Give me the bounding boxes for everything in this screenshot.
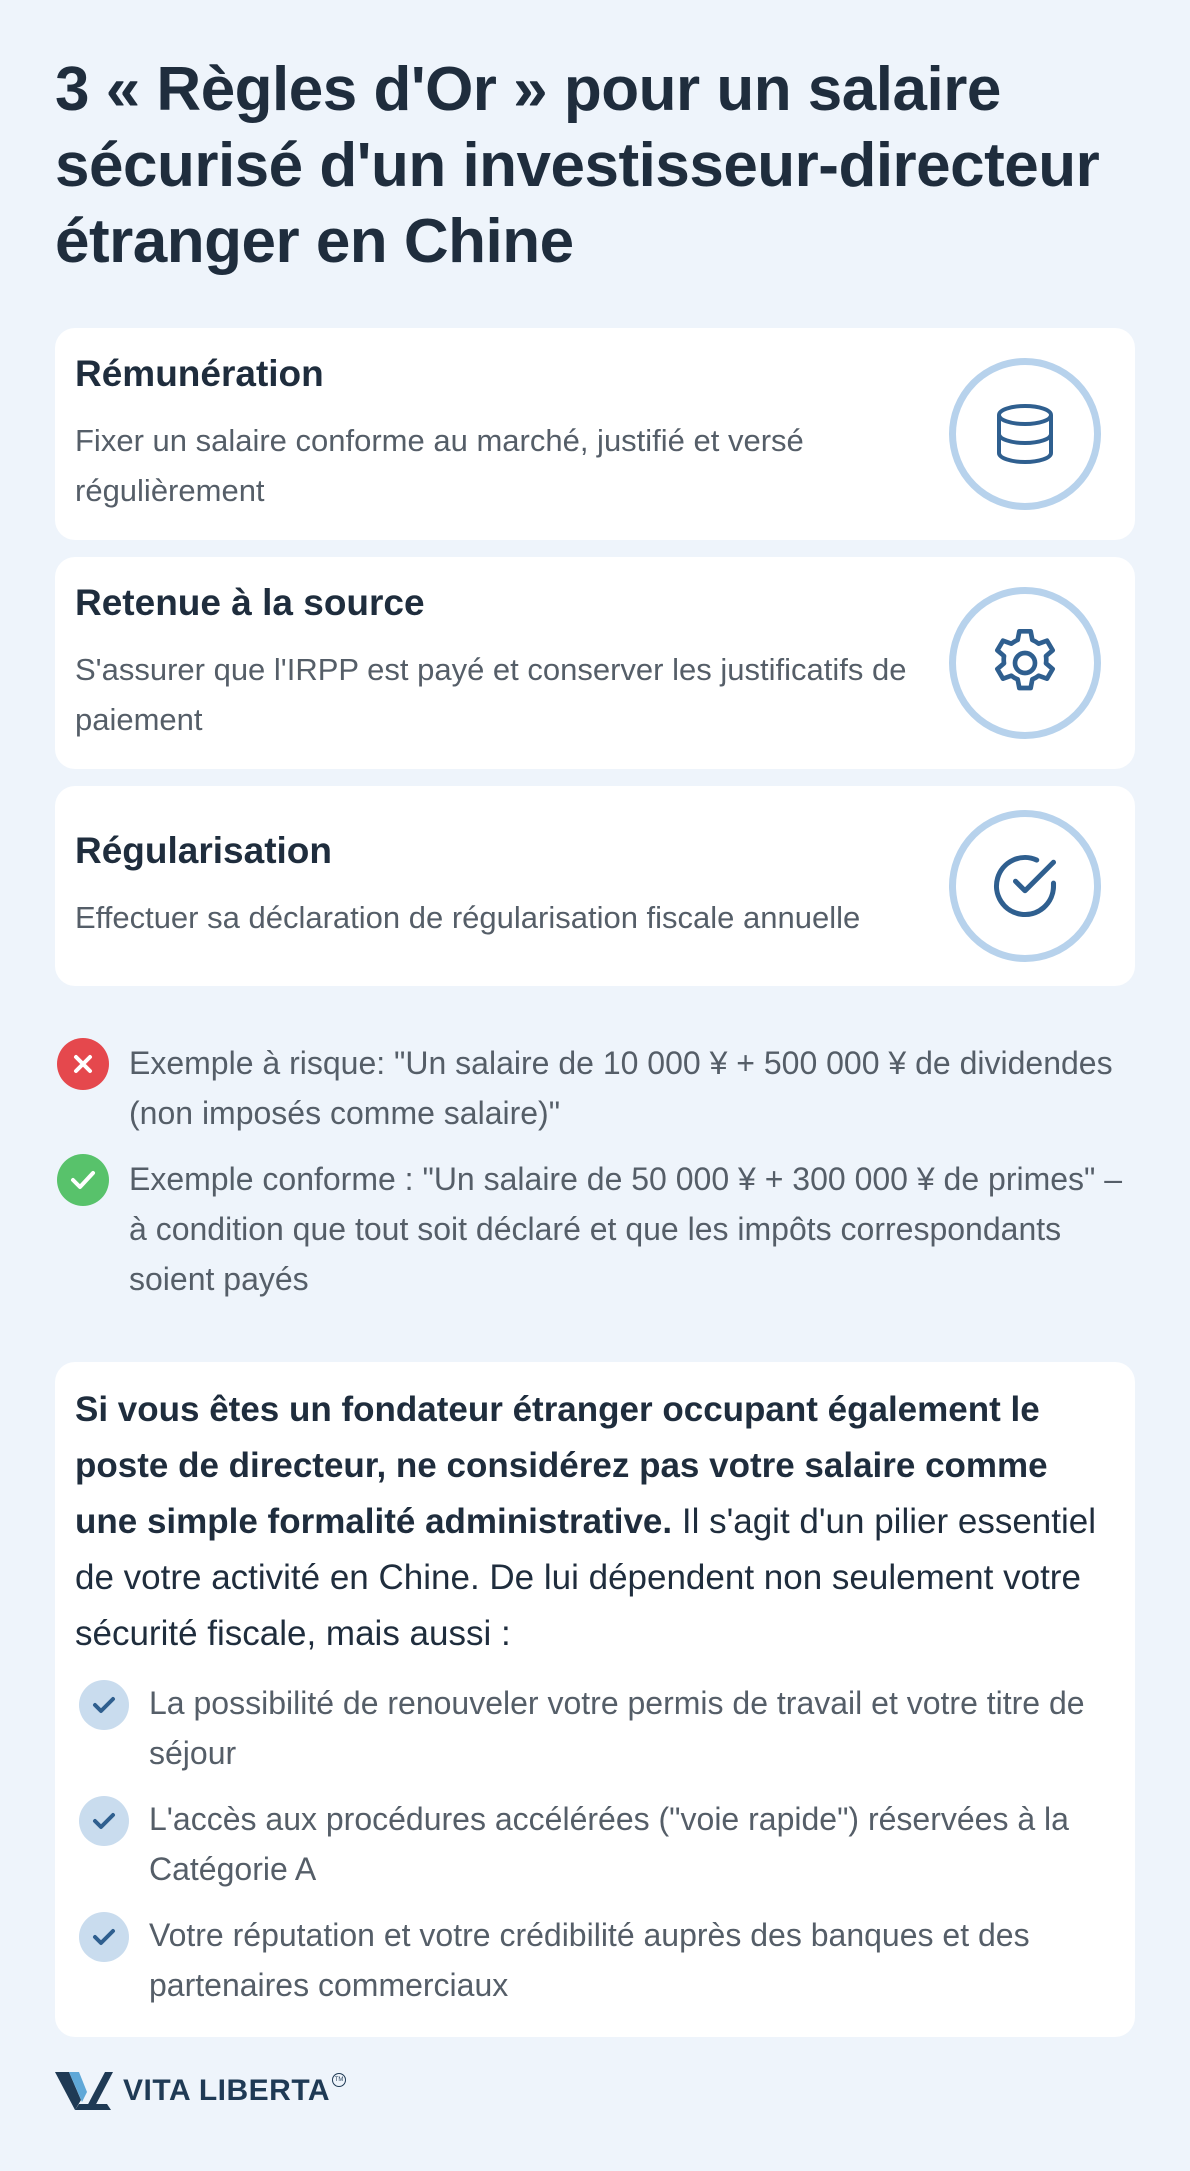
check-badge-icon (79, 1912, 129, 1962)
gear-icon (949, 587, 1101, 739)
trademark-mark: TM (332, 2073, 346, 2087)
rule-card-withholding (55, 557, 1135, 769)
note-text: Il s'agit d'un pilier essentiel de votre activité en Chine. De lui dépendent non seulement votre sécurité fiscale, mais aussi : (75, 1502, 1096, 1653)
rule-description: Effectuer sa déclaration de régularisation fiscale annuelle (75, 900, 861, 935)
list-item (75, 1794, 1113, 1894)
rules-list (55, 328, 1135, 986)
brand-logo (55, 2070, 346, 2112)
note-paragraph (75, 1382, 1113, 1662)
bullet-text: La possibilité de renouveler votre permis de travail et votre titre de séjour (149, 1685, 1085, 1771)
database-icon (949, 358, 1101, 510)
rule-title: Retenue à la source (75, 582, 425, 623)
rule-title: Régularisation (75, 830, 332, 871)
rule-card-remuneration (55, 328, 1135, 540)
page-title: 3 « Règles d'Or » pour un salaire sécurisé d'un investisseur-directeur étranger en Chine (55, 55, 1100, 276)
example-text: Exemple conforme : "Un salaire de 50 000 ¥ + 300 000 ¥ de primes" – à condition que tout soit déclaré et que les impôts correspondants soient payés (129, 1161, 1123, 1297)
check-circle-icon (949, 810, 1101, 962)
rule-title: Rémunération (75, 353, 324, 394)
note-bullets (75, 1678, 1113, 2010)
rule-description: Fixer un salaire conforme au marché, justifié et versé régulièrement (75, 423, 804, 508)
rule-description: S'assurer que l'IRPP est payé et conserver les justificatifs de paiement (75, 652, 907, 737)
logo-mark-icon (55, 2070, 113, 2112)
list-item (75, 1678, 1113, 1778)
check-badge-icon (79, 1796, 129, 1846)
example-text: Exemple à risque: "Un salaire de 10 000 ¥ + 500 000 ¥ de dividendes (non imposés comme salaire)" (129, 1045, 1113, 1131)
bullet-text: L'accès aux procédures accélérées ("voie rapide") réservées à la Catégorie A (149, 1801, 1069, 1887)
note-card (55, 1362, 1135, 2037)
bullet-text: Votre réputation et votre crédibilité auprès des banques et des partenaires commerciaux (149, 1917, 1030, 2003)
list-item (75, 1910, 1113, 2010)
rule-card-regularisation (55, 786, 1135, 986)
logo-name: VITA LIBERTA (123, 2074, 331, 2107)
x-icon (57, 1038, 109, 1090)
check-badge-icon (79, 1680, 129, 1730)
example-risk (57, 1038, 1135, 1138)
note-bold-text: Si vous êtes un fondateur étranger occupant également le poste de directeur, ne considérez pas votre salaire comme une simple formalité administrative. (75, 1390, 1048, 1541)
examples-list (55, 1038, 1135, 1304)
example-compliant (57, 1154, 1135, 1304)
check-icon (57, 1154, 109, 1206)
